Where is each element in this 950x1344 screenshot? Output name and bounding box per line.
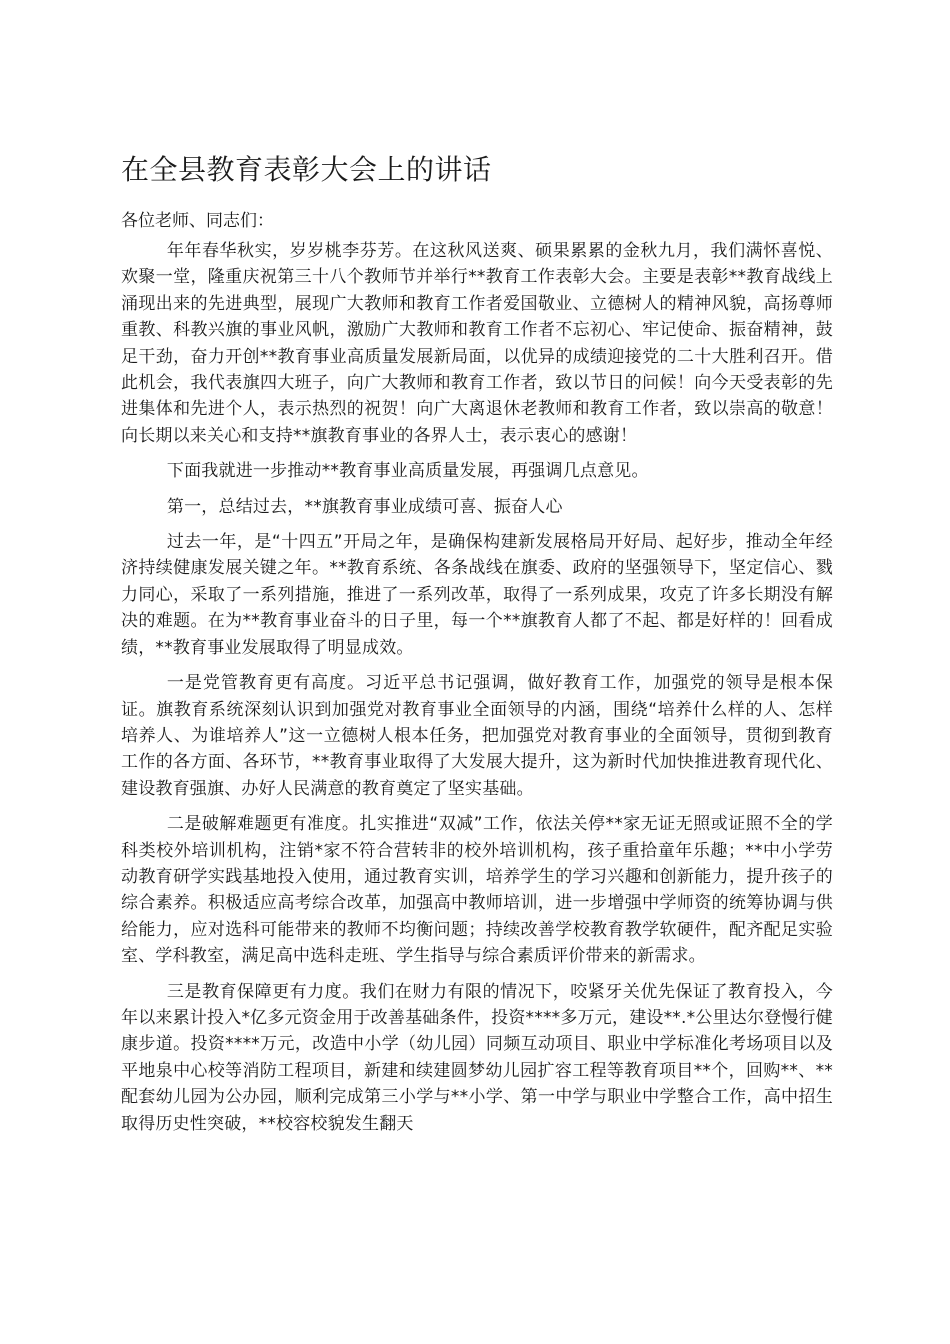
section-heading-first: 第一，总结过去，**旗教育事业成绩可喜、振奋人心 xyxy=(166,496,563,517)
document-body xyxy=(121,150,833,1146)
paragraph-point-three: 三是教育保障更有力度。我们在财力有限的情况下，咬紧牙关优先保证了教育投入，今年以来累计投入*亿多元资金用于改善基础条件，投资****多万元，建设**.*公里达尔登慢行健康步道。投资****万元，改造中小学（幼儿园）同频互动项目、职业中学标准化考场项目以及平地泉中心校等消防工程项目，新建和续建圆梦幼儿园扩容工程等教育项目**个，回购**、**配套幼儿园为公办园，顺利完成第三小学与**小学、第一中学与职业中学整合工作，高中招生取得历史性突破，**校容校貌发生翻天 xyxy=(121,981,833,1134)
paragraph-intro-points: 下面我就进一步推动**教育事业高质量发展，再强调几点意见。 xyxy=(166,461,649,482)
salutation: 各位老师、同志们： xyxy=(121,211,274,231)
paragraph-point-one: 一是党管教育更有高度。习近平总书记强调，做好教育工作，加强党的领导是根本保证。旗教育系统深刻认识到加强党对教育事业全面领导的内涵，围绕“培养什么样的人、怎样培养人、为谁培养人”这一立德树人根本任务，把加强党对教育事业的全面领导，贯彻到教育工作的各方面、各环节，**教育事业取得了大发展大提升，这为新时代加快推进教育现代化、建设教育强旗、办好人民满意的教育奠定了坚实基础。 xyxy=(121,673,833,799)
document-title: 在全县教育表彰大会上的讲话 xyxy=(121,153,492,186)
paragraph-past-year: 过去一年，是“十四五”开局之年，是确保构建新发展格局开好局、起好步，推动全年经济持续健康发展关键之年。**教育系统、各条战线在旗委、政府的坚强领导下，坚定信心、戮力同心，采取了一系列措施，推进了一系列改革，取得了一系列成果，攻克了许多长期没有解决的难题。在为**教育事业奋斗的日子里，每一个**旗教育人都了不起、都是好样的！回看成绩，**教育事业发展取得了明显成效。 xyxy=(121,532,833,658)
paragraph-opening: 年年春华秋实，岁岁桃李芬芳。在这秋风送爽、硕果累累的金秋九月，我们满怀喜悦、欢聚一堂，隆重庆祝第三十八个教师节并举行**教育工作表彰大会。主要是表彰**教育战线上涌现出来的先进典型，展现广大教师和教育工作者爱国敬业、立德树人的精神风貌，高扬尊师重教、科教兴旗的事业风帆，激励广大教师和教育工作者不忘初心、牢记使命、振奋精神，鼓足干劲，奋力开创**教育事业高质量发展新局面，以优异的成绩迎接党的二十大胜利召开。借此机会，我代表旗四大班子，向广大教师和教育工作者，致以节日的问候！向今天受表彰的先进集体和先进个人，表示热烈的祝贺！向广大离退休老教师和教育工作者，致以崇高的敬意！向长期以来关心和支持**旗教育事业的各界人士，表示衷心的感谢！ xyxy=(121,241,833,446)
paragraph-point-two: 二是破解难题更有准度。扎实推进“双减”工作，依法关停**家无证无照或证照不全的学科类校外培训机构，注销*家不符合营转非的校外培训机构，孩子重拾童年乐趣；**中小学劳动教育研学实践基地投入使用，通过教育实训，培养学生的学习兴趣和创新能力，提升孩子的综合素养。积极适应高考综合改革，加强高中教师培训，进一步增强中学师资的统筹协调与供给能力，应对选科可能带来的教师不均衡问题；持续改善学校教育教学软硬件，配齐配足实验室、学科教室，满足高中选科走班、学生指导与综合素质评价带来的新需求。 xyxy=(121,814,833,967)
